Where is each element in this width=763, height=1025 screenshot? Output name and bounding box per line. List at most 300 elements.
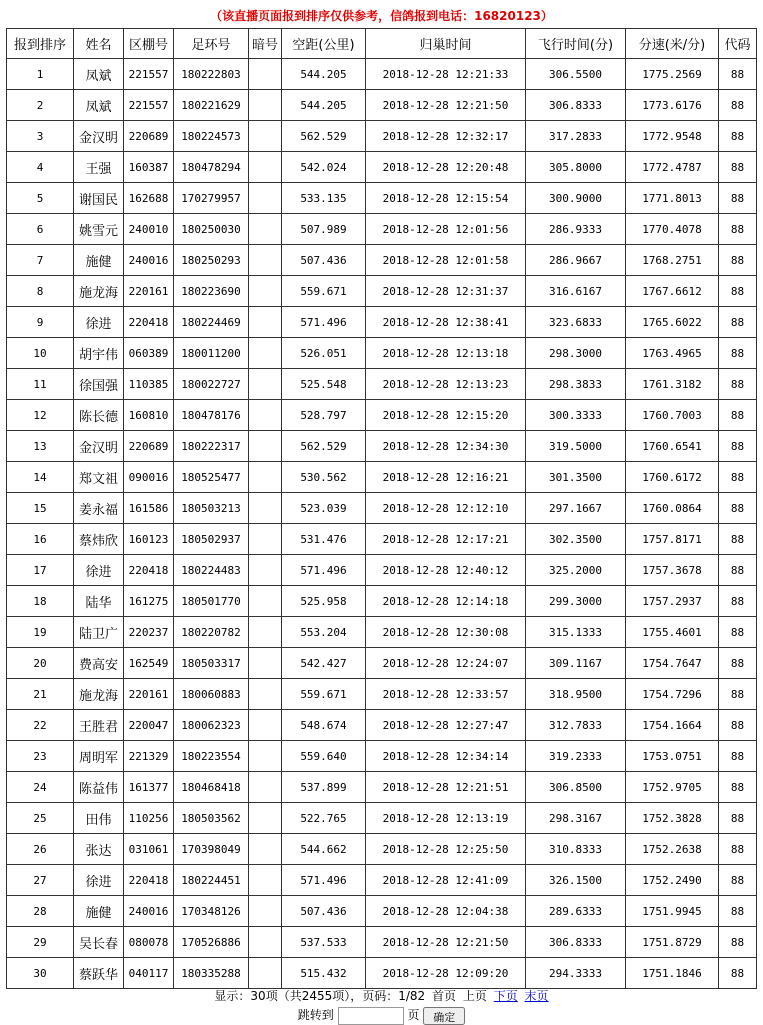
speed-cell: 1751.1846: [626, 958, 719, 989]
code-mark-cell: [249, 245, 282, 276]
arrival-time-cell: 2018-12-28 12:33:57: [366, 679, 526, 710]
speed-cell: 1751.9945: [626, 896, 719, 927]
name-cell: 姚雪元: [74, 214, 124, 245]
ranking-table-body: [7, 59, 757, 989]
ring-cell: 170279957: [174, 183, 249, 214]
distance-cell: 525.548: [282, 369, 366, 400]
name-cell: 徐进: [74, 555, 124, 586]
arrival-time-cell: 2018-12-28 12:30:08: [366, 617, 526, 648]
ring-cell: 180503317: [174, 648, 249, 679]
rank-cell: 25: [7, 803, 74, 834]
arrival-time-cell: 2018-12-28 12:21:33: [366, 59, 526, 90]
distance-cell: 526.051: [282, 338, 366, 369]
ring-cell: 180502937: [174, 524, 249, 555]
flight-time-cell: 326.1500: [526, 865, 626, 896]
ring-cell: 180224469: [174, 307, 249, 338]
flight-time-cell: 318.9500: [526, 679, 626, 710]
distance-cell: 507.436: [282, 245, 366, 276]
arrival-time-cell: 2018-12-28 12:20:48: [366, 152, 526, 183]
ring-cell: 180503562: [174, 803, 249, 834]
speed-cell: 1757.3678: [626, 555, 719, 586]
speed-cell: 1760.6541: [626, 431, 719, 462]
speed-cell: 1772.4787: [626, 152, 719, 183]
table-row: [7, 400, 757, 431]
flight-time-cell: 299.3000: [526, 586, 626, 617]
code-mark-cell: [249, 338, 282, 369]
flight-time-cell: 306.8333: [526, 90, 626, 121]
rank-cell: 11: [7, 369, 74, 400]
speed-cell: 1754.7296: [626, 679, 719, 710]
speed-cell: 1767.6612: [626, 276, 719, 307]
arrival-time-cell: 2018-12-28 12:38:41: [366, 307, 526, 338]
name-cell: 陆华: [74, 586, 124, 617]
rank-cell: 13: [7, 431, 74, 462]
distance-cell: 542.024: [282, 152, 366, 183]
speed-cell: 1761.3182: [626, 369, 719, 400]
distance-cell: 559.671: [282, 276, 366, 307]
speed-cell: 1775.2569: [626, 59, 719, 90]
table-row: [7, 586, 757, 617]
loft-cell: 220418: [124, 555, 174, 586]
distance-cell: 537.899: [282, 772, 366, 803]
flight-time-cell: 310.8333: [526, 834, 626, 865]
jump-confirm-button[interactable]: 确定: [423, 1007, 465, 1025]
name-cell: 徐进: [74, 865, 124, 896]
code-cell: 88: [719, 462, 757, 493]
flight-time-cell: 315.1333: [526, 617, 626, 648]
rank-cell: 24: [7, 772, 74, 803]
table-row: [7, 710, 757, 741]
loft-cell: 040117: [124, 958, 174, 989]
table-row: [7, 896, 757, 927]
arrival-time-cell: 2018-12-28 12:14:18: [366, 586, 526, 617]
arrival-time-cell: 2018-12-28 12:01:58: [366, 245, 526, 276]
code-cell: 88: [719, 338, 757, 369]
arrival-time-cell: 2018-12-28 12:40:12: [366, 555, 526, 586]
loft-cell: 220237: [124, 617, 174, 648]
ring-cell: 180224573: [174, 121, 249, 152]
loft-cell: 221557: [124, 90, 174, 121]
table-row: [7, 338, 757, 369]
loft-cell: 240016: [124, 896, 174, 927]
ring-cell: 180224451: [174, 865, 249, 896]
prev-page-link[interactable]: 上页: [462, 989, 487, 1003]
distance-cell: 533.135: [282, 183, 366, 214]
loft-cell: 240010: [124, 214, 174, 245]
first-page-link[interactable]: 首页: [432, 989, 457, 1003]
code-cell: 88: [719, 710, 757, 741]
code-cell: 88: [719, 524, 757, 555]
distance-cell: 571.496: [282, 865, 366, 896]
header-rank: 报到排序: [7, 29, 74, 59]
loft-cell: 220047: [124, 710, 174, 741]
flight-time-cell: 286.9333: [526, 214, 626, 245]
distance-cell: 542.427: [282, 648, 366, 679]
loft-cell: 220418: [124, 865, 174, 896]
code-mark-cell: [249, 214, 282, 245]
code-cell: 88: [719, 586, 757, 617]
speed-cell: 1752.3828: [626, 803, 719, 834]
rank-cell: 10: [7, 338, 74, 369]
rank-cell: 26: [7, 834, 74, 865]
speed-cell: 1763.4965: [626, 338, 719, 369]
name-cell: 田伟: [74, 803, 124, 834]
arrival-time-cell: 2018-12-28 12:12:10: [366, 493, 526, 524]
speed-cell: 1757.8171: [626, 524, 719, 555]
code-cell: 88: [719, 803, 757, 834]
distance-cell: 544.205: [282, 90, 366, 121]
loft-cell: 160123: [124, 524, 174, 555]
table-row: [7, 741, 757, 772]
distance-cell: 507.989: [282, 214, 366, 245]
arrival-time-cell: 2018-12-28 12:34:14: [366, 741, 526, 772]
loft-cell: 221329: [124, 741, 174, 772]
flight-time-cell: 317.2833: [526, 121, 626, 152]
ring-cell: 180501770: [174, 586, 249, 617]
code-cell: 88: [719, 493, 757, 524]
table-row: [7, 59, 757, 90]
distance-cell: 553.204: [282, 617, 366, 648]
code-mark-cell: [249, 586, 282, 617]
loft-cell: 220418: [124, 307, 174, 338]
code-cell: 88: [719, 400, 757, 431]
header-distance: 空距(公里): [282, 29, 366, 59]
speed-cell: 1760.6172: [626, 462, 719, 493]
flight-time-cell: 319.5000: [526, 431, 626, 462]
code-cell: 88: [719, 679, 757, 710]
flight-time-cell: 312.7833: [526, 710, 626, 741]
speed-cell: 1768.2751: [626, 245, 719, 276]
distance-cell: 571.496: [282, 555, 366, 586]
distance-cell: 562.529: [282, 121, 366, 152]
rank-cell: 4: [7, 152, 74, 183]
header-speed: 分速(米/分): [626, 29, 719, 59]
distance-cell: 531.476: [282, 524, 366, 555]
rank-cell: 7: [7, 245, 74, 276]
jump-label: 跳转到: [297, 1008, 334, 1022]
distance-cell: 537.533: [282, 927, 366, 958]
distance-cell: 523.039: [282, 493, 366, 524]
table-row: [7, 307, 757, 338]
table-row: [7, 772, 757, 803]
rank-cell: 6: [7, 214, 74, 245]
arrival-time-cell: 2018-12-28 12:24:07: [366, 648, 526, 679]
speed-cell: 1770.4078: [626, 214, 719, 245]
speed-cell: 1773.6176: [626, 90, 719, 121]
ring-cell: 180335288: [174, 958, 249, 989]
pagination-summary: 显示：30项（共2455项），页码：1/82: [214, 989, 426, 1003]
ring-cell: 180503213: [174, 493, 249, 524]
rank-cell: 17: [7, 555, 74, 586]
name-cell: 施健: [74, 245, 124, 276]
speed-cell: 1753.0751: [626, 741, 719, 772]
flight-time-cell: 325.2000: [526, 555, 626, 586]
loft-cell: 161377: [124, 772, 174, 803]
rank-cell: 22: [7, 710, 74, 741]
table-row: [7, 834, 757, 865]
ring-cell: 180223690: [174, 276, 249, 307]
code-mark-cell: [249, 152, 282, 183]
loft-cell: 162549: [124, 648, 174, 679]
distance-cell: 562.529: [282, 431, 366, 462]
rank-cell: 8: [7, 276, 74, 307]
rank-cell: 3: [7, 121, 74, 152]
arrival-time-cell: 2018-12-28 12:21:50: [366, 90, 526, 121]
code-mark-cell: [249, 617, 282, 648]
table-row: [7, 183, 757, 214]
header-code: 代码: [719, 29, 757, 59]
rank-cell: 14: [7, 462, 74, 493]
flight-time-cell: 300.3333: [526, 400, 626, 431]
code-mark-cell: [249, 679, 282, 710]
speed-cell: 1751.8729: [626, 927, 719, 958]
table-row: [7, 927, 757, 958]
loft-cell: 031061: [124, 834, 174, 865]
name-cell: 徐国强: [74, 369, 124, 400]
speed-cell: 1771.8013: [626, 183, 719, 214]
name-cell: 凤斌: [74, 59, 124, 90]
flight-time-cell: 298.3000: [526, 338, 626, 369]
arrival-time-cell: 2018-12-28 12:21:51: [366, 772, 526, 803]
ranking-table: [6, 28, 757, 989]
arrival-time-cell: 2018-12-28 12:13:19: [366, 803, 526, 834]
speed-cell: 1765.6022: [626, 307, 719, 338]
flight-time-cell: 286.9667: [526, 245, 626, 276]
name-cell: 胡宇伟: [74, 338, 124, 369]
name-cell: 陆卫广: [74, 617, 124, 648]
code-mark-cell: [249, 90, 282, 121]
arrival-time-cell: 2018-12-28 12:04:38: [366, 896, 526, 927]
rank-cell: 28: [7, 896, 74, 927]
name-cell: 谢国民: [74, 183, 124, 214]
table-row: [7, 214, 757, 245]
code-mark-cell: [249, 59, 282, 90]
name-cell: 施健: [74, 896, 124, 927]
rank-cell: 5: [7, 183, 74, 214]
table-row: [7, 679, 757, 710]
arrival-time-cell: 2018-12-28 12:41:09: [366, 865, 526, 896]
rank-cell: 2: [7, 90, 74, 121]
table-row: [7, 555, 757, 586]
ring-cell: 180022727: [174, 369, 249, 400]
speed-cell: 1760.0864: [626, 493, 719, 524]
last-page-link[interactable]: 末页: [524, 989, 549, 1003]
loft-cell: 220689: [124, 431, 174, 462]
ring-cell: 180223554: [174, 741, 249, 772]
code-mark-cell: [249, 276, 282, 307]
pagination-bar: [0, 988, 763, 1004]
rank-cell: 19: [7, 617, 74, 648]
name-cell: 张达: [74, 834, 124, 865]
speed-cell: 1760.7003: [626, 400, 719, 431]
code-cell: 88: [719, 431, 757, 462]
flight-time-cell: 302.3500: [526, 524, 626, 555]
code-cell: 88: [719, 617, 757, 648]
table-header-row: [7, 29, 757, 59]
flight-time-cell: 305.8000: [526, 152, 626, 183]
rank-cell: 23: [7, 741, 74, 772]
loft-cell: 160810: [124, 400, 174, 431]
name-cell: 郑文祖: [74, 462, 124, 493]
ring-cell: 180062323: [174, 710, 249, 741]
code-cell: 88: [719, 648, 757, 679]
name-cell: 蔡炜欣: [74, 524, 124, 555]
code-mark-cell: [249, 369, 282, 400]
distance-cell: 548.674: [282, 710, 366, 741]
arrival-time-cell: 2018-12-28 12:31:37: [366, 276, 526, 307]
notice-banner: （该直播页面报到排序仅供参考，信鸽报到电话：16820123）: [210, 9, 553, 23]
name-cell: 陈长德: [74, 400, 124, 431]
arrival-time-cell: 2018-12-28 12:25:50: [366, 834, 526, 865]
code-mark-cell: [249, 121, 282, 152]
code-mark-cell: [249, 958, 282, 989]
distance-cell: 515.432: [282, 958, 366, 989]
speed-cell: 1754.1664: [626, 710, 719, 741]
distance-cell: 571.496: [282, 307, 366, 338]
arrival-time-cell: 2018-12-28 12:01:56: [366, 214, 526, 245]
flight-time-cell: 309.1167: [526, 648, 626, 679]
loft-cell: 090016: [124, 462, 174, 493]
flight-time-cell: 289.6333: [526, 896, 626, 927]
loft-cell: 221557: [124, 59, 174, 90]
ring-cell: 170526886: [174, 927, 249, 958]
rank-cell: 29: [7, 927, 74, 958]
code-cell: 88: [719, 896, 757, 927]
flight-time-cell: 298.3167: [526, 803, 626, 834]
arrival-time-cell: 2018-12-28 12:34:30: [366, 431, 526, 462]
name-cell: 蔡跃华: [74, 958, 124, 989]
header-name: 姓名: [74, 29, 124, 59]
name-cell: 王强: [74, 152, 124, 183]
code-cell: 88: [719, 772, 757, 803]
code-mark-cell: [249, 772, 282, 803]
arrival-time-cell: 2018-12-28 12:16:21: [366, 462, 526, 493]
distance-cell: 544.205: [282, 59, 366, 90]
code-mark-cell: [249, 400, 282, 431]
flight-time-cell: 306.5500: [526, 59, 626, 90]
ring-cell: 180011200: [174, 338, 249, 369]
ring-cell: 180468418: [174, 772, 249, 803]
name-cell: 周明军: [74, 741, 124, 772]
distance-cell: 559.640: [282, 741, 366, 772]
table-row: [7, 431, 757, 462]
speed-cell: 1752.9705: [626, 772, 719, 803]
code-cell: 88: [719, 555, 757, 586]
table-row: [7, 121, 757, 152]
rank-cell: 20: [7, 648, 74, 679]
arrival-time-cell: 2018-12-28 12:32:17: [366, 121, 526, 152]
arrival-time-cell: 2018-12-28 12:15:54: [366, 183, 526, 214]
rank-cell: 30: [7, 958, 74, 989]
name-cell: 金汉明: [74, 121, 124, 152]
distance-cell: 544.662: [282, 834, 366, 865]
code-mark-cell: [249, 834, 282, 865]
speed-cell: 1752.2490: [626, 865, 719, 896]
page-jump: [0, 1006, 763, 1025]
ring-cell: 180478294: [174, 152, 249, 183]
ring-cell: 180224483: [174, 555, 249, 586]
flight-time-cell: 319.2333: [526, 741, 626, 772]
header-flight-time: 飞行时间(分): [526, 29, 626, 59]
flight-time-cell: 294.3333: [526, 958, 626, 989]
ring-cell: 180250293: [174, 245, 249, 276]
rank-cell: 12: [7, 400, 74, 431]
code-cell: 88: [719, 865, 757, 896]
jump-page-suffix: 页: [407, 1008, 420, 1022]
ring-cell: 180222803: [174, 59, 249, 90]
loft-cell: 060389: [124, 338, 174, 369]
code-cell: 88: [719, 927, 757, 958]
ring-cell: 180525477: [174, 462, 249, 493]
header-code-mark: 暗号: [249, 29, 282, 59]
arrival-time-cell: 2018-12-28 12:21:50: [366, 927, 526, 958]
loft-cell: 161586: [124, 493, 174, 524]
name-cell: 金汉明: [74, 431, 124, 462]
table-row: [7, 524, 757, 555]
code-cell: 88: [719, 307, 757, 338]
ring-cell: 180222317: [174, 431, 249, 462]
jump-page-input[interactable]: [338, 1007, 404, 1025]
speed-cell: 1755.4601: [626, 617, 719, 648]
rank-cell: 9: [7, 307, 74, 338]
loft-cell: 220689: [124, 121, 174, 152]
code-cell: 88: [719, 958, 757, 989]
name-cell: 施龙海: [74, 276, 124, 307]
speed-cell: 1754.7647: [626, 648, 719, 679]
arrival-time-cell: 2018-12-28 12:13:18: [366, 338, 526, 369]
code-cell: 88: [719, 121, 757, 152]
code-cell: 88: [719, 834, 757, 865]
name-cell: 吴长春: [74, 927, 124, 958]
code-mark-cell: [249, 524, 282, 555]
table-row: [7, 617, 757, 648]
code-mark-cell: [249, 555, 282, 586]
code-cell: 88: [719, 741, 757, 772]
speed-cell: 1752.2638: [626, 834, 719, 865]
code-mark-cell: [249, 648, 282, 679]
name-cell: 王胜君: [74, 710, 124, 741]
loft-cell: 162688: [124, 183, 174, 214]
arrival-time-cell: 2018-12-28 12:17:21: [366, 524, 526, 555]
table-row: [7, 462, 757, 493]
loft-cell: 110385: [124, 369, 174, 400]
speed-cell: 1757.2937: [626, 586, 719, 617]
name-cell: 陈益伟: [74, 772, 124, 803]
code-mark-cell: [249, 710, 282, 741]
rank-cell: 18: [7, 586, 74, 617]
code-cell: 88: [719, 214, 757, 245]
name-cell: 徐进: [74, 307, 124, 338]
code-mark-cell: [249, 865, 282, 896]
code-mark-cell: [249, 896, 282, 927]
code-cell: 88: [719, 152, 757, 183]
code-mark-cell: [249, 927, 282, 958]
table-row: [7, 865, 757, 896]
loft-cell: 220161: [124, 276, 174, 307]
arrival-time-cell: 2018-12-28 12:15:20: [366, 400, 526, 431]
header-loft-no: 区棚号: [124, 29, 174, 59]
code-mark-cell: [249, 803, 282, 834]
ring-cell: 180221629: [174, 90, 249, 121]
code-mark-cell: [249, 431, 282, 462]
table-row: [7, 958, 757, 989]
next-page-link[interactable]: 下页: [493, 989, 518, 1003]
table-row: [7, 493, 757, 524]
code-mark-cell: [249, 462, 282, 493]
distance-cell: 559.671: [282, 679, 366, 710]
rank-cell: 27: [7, 865, 74, 896]
name-cell: 姜永福: [74, 493, 124, 524]
